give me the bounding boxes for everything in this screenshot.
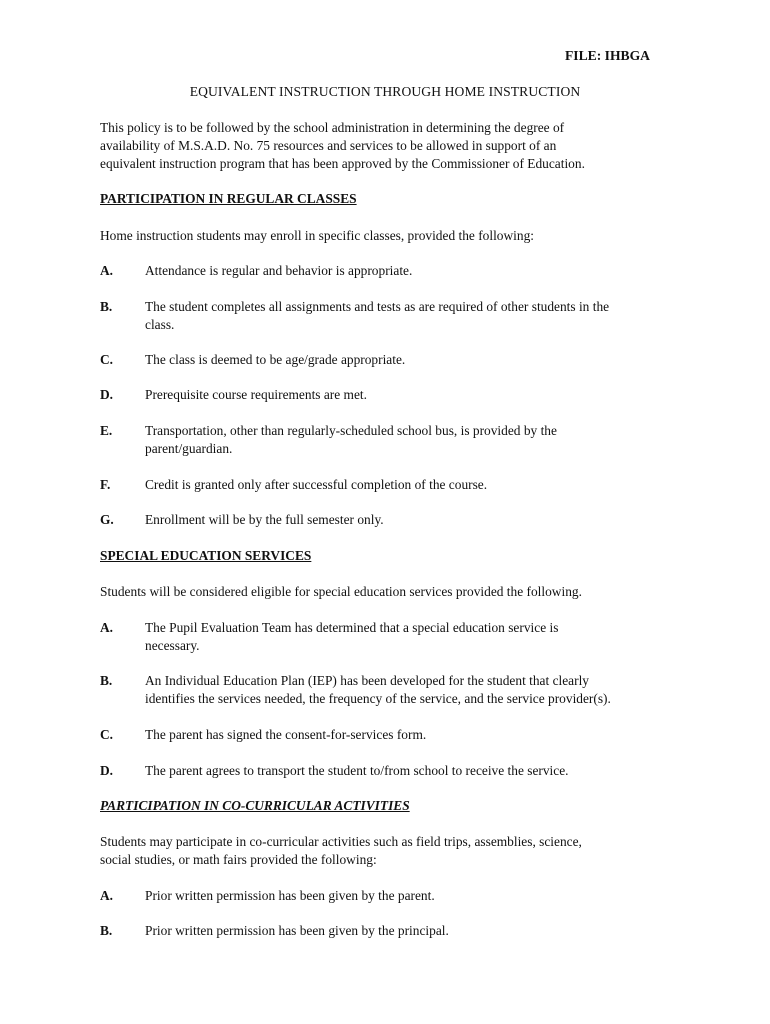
item-line: Prerequisite course requirements are met. <box>145 387 367 402</box>
item-text <box>145 762 690 780</box>
item-text <box>145 511 690 529</box>
item-text <box>145 422 690 458</box>
section-lead <box>100 227 534 245</box>
intro-paragraph <box>100 119 680 173</box>
section-lead <box>100 833 582 869</box>
item-letter: E. <box>100 423 113 438</box>
item-letter: B. <box>100 673 113 688</box>
item-text <box>145 262 690 280</box>
item-line: The Pupil Evaluation Team has determined that a special education service is <box>145 620 559 635</box>
section-heading-special-education: SPECIAL EDUCATION SERVICES <box>100 548 312 563</box>
item-line: identifies the services needed, the frequency of the service, and the service provider(s). <box>145 691 611 706</box>
item-text <box>145 887 690 905</box>
item-letter: F. <box>100 477 111 492</box>
item-letter: B. <box>100 299 113 314</box>
lead-line: social studies, or math fairs provided the following: <box>100 852 377 867</box>
file-label: FILE: IHBGA <box>565 48 650 63</box>
lead-line: Students may participate in co-curricular activities such as field trips, assemblies, science, <box>100 834 582 849</box>
item-text <box>145 922 690 940</box>
document-title: EQUIVALENT INSTRUCTION THROUGH HOME INSTRUCTION <box>189 84 581 99</box>
item-line: Prior written permission has been given by the principal. <box>145 923 449 938</box>
item-text <box>145 476 690 494</box>
item-line: Attendance is regular and behavior is appropriate. <box>145 263 413 278</box>
item-line: Enrollment will be by the full semester only. <box>145 512 384 527</box>
item-letter: A. <box>100 263 114 278</box>
item-line: Credit is granted only after successful completion of the course. <box>145 477 488 492</box>
item-text <box>145 672 690 708</box>
item-line: parent/guardian. <box>145 441 233 456</box>
intro-line: This policy is to be followed by the school administration in determining the degree of <box>100 120 565 135</box>
intro-line: equivalent instruction program that has been approved by the Commissioner of Education. <box>100 156 585 171</box>
item-text <box>145 351 690 369</box>
item-letter: A. <box>100 888 114 903</box>
item-text <box>145 619 690 655</box>
item-text <box>145 386 690 404</box>
item-line: Transportation, other than regularly-scheduled school bus, is provided by the <box>145 423 557 438</box>
item-letter: A. <box>100 620 114 635</box>
lead-line: Students will be considered eligible for special education services provided the following. <box>100 584 582 599</box>
item-text <box>145 298 690 334</box>
item-line: The parent agrees to transport the student to/from school to receive the service. <box>145 763 569 778</box>
item-letter: G. <box>100 512 114 527</box>
item-letter: C. <box>100 727 114 742</box>
item-letter: D. <box>100 763 114 778</box>
lead-line: Home instruction students may enroll in specific classes, provided the following: <box>100 228 534 243</box>
item-line: Prior written permission has been given by the parent. <box>145 888 435 903</box>
item-letter: B. <box>100 923 113 938</box>
section-lead <box>100 583 582 601</box>
item-line: The parent has signed the consent-for-services form. <box>145 727 427 742</box>
section-heading-regular-classes: PARTICIPATION IN REGULAR CLASSES <box>100 191 357 206</box>
item-line: class. <box>145 317 175 332</box>
section-heading-co-curricular: PARTICIPATION IN CO-CURRICULAR ACTIVITIES <box>100 798 410 813</box>
intro-line: availability of M.S.A.D. No. 75 resources and services to be allowed in support of an <box>100 138 557 153</box>
item-line: An Individual Education Plan (IEP) has been developed for the student that clearly <box>145 673 589 688</box>
item-line: The student completes all assignments and tests as are required of other students in the <box>145 299 610 314</box>
item-letter: D. <box>100 387 114 402</box>
item-text <box>145 726 690 744</box>
item-line: necessary. <box>145 638 200 653</box>
item-line: The class is deemed to be age/grade appropriate. <box>145 352 406 367</box>
item-letter: C. <box>100 352 114 367</box>
